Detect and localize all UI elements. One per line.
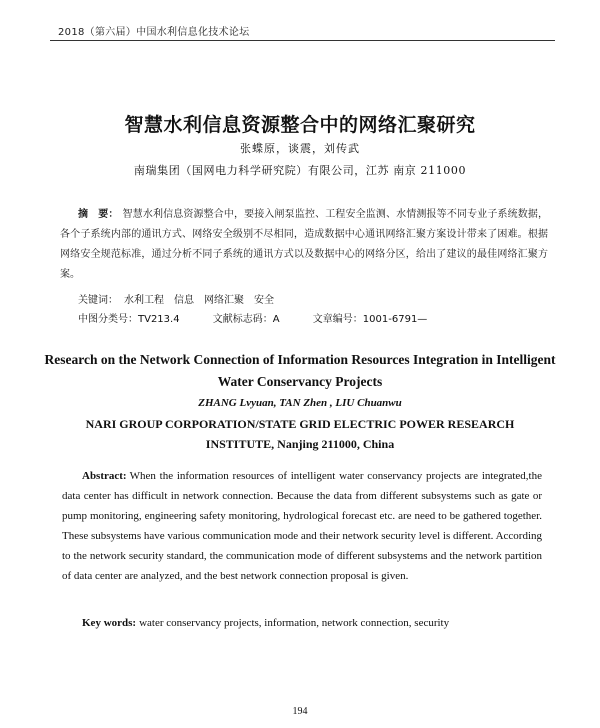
authors-chinese: 张蝶原，谈震，刘传武 [240, 142, 360, 155]
keywords-chinese [78, 291, 538, 306]
article-no-value: 1001-6791— [362, 314, 428, 325]
keywords-english-text: water conservancy projects, information, network connection, security [139, 617, 450, 629]
keywords-chinese-text: 水利工程 信息 网络汇聚 安全 [124, 295, 274, 306]
clc-label: 中图分类号： [78, 314, 138, 325]
abstract-chinese-text: 智慧水利信息资源整合中，要接入闸泵监控、工程安全监测、水情测报等不同专业子系统数据，各个子系统内部的通讯方式、网络安全级别不尽相同，造成数据中心通讯网络汇聚方案设计带来了困难。根据网络安全规范标准，通过分析不同子系统的通讯方式以及数据中心的网络分区，给出了建议的最佳网络汇聚方案。 [60, 209, 549, 280]
header-rule [50, 40, 555, 41]
keywords-english [82, 617, 542, 629]
clc-value: TV213.4 [138, 314, 180, 325]
abstract-english-label: Abstract: [82, 470, 127, 482]
abstract-english-text: When the information resources of intelligent water conservancy projects are integrated,the data center has difficult in network connection. Because the data from different subsystems such as gate or pump monitoring, engineering safety monitoring, hydrological forecast etc. are need to be gathered together. These subsystems have various communication mode and their network security level is different. According to the network security standard, the communication mode of different subsystems and the network partition of data center are analyzed, and the best network connection proposal is given. [62, 470, 543, 582]
classification-row [78, 310, 548, 325]
article-no-item [313, 314, 428, 325]
affiliation-english: NARI GROUP CORPORATION/STATE GRID ELECTRIC POWER RESEARCH INSTITUTE, Nanjing 211000, China [85, 417, 515, 451]
abstract-chinese [60, 205, 548, 285]
doc-code-label: 文献标志码： [212, 314, 273, 325]
title-chinese: 智慧水利信息资源整合中的网络汇聚研究 [124, 114, 476, 136]
doc-code-item [213, 314, 280, 325]
keywords-chinese-label: 关键词： [78, 295, 118, 306]
title-english: Research on the Network Connection of Information Resources Integration in Intelligent Water Conservancy Projects [44, 352, 556, 389]
running-header: 2018（第六届）中国水利信息化技术论坛 [58, 27, 250, 38]
keywords-english-label: Key words: [82, 617, 137, 629]
affiliation-chinese: 南瑞集团（国网电力科学研究院）有限公司，江苏 南京 211000 [133, 164, 467, 177]
doc-code-value: A [272, 314, 280, 325]
clc-item [78, 314, 180, 325]
authors-english: ZHANG Lvyuan, TAN Zhen , LIU Chuanwu [198, 397, 402, 409]
abstract-english [62, 466, 542, 586]
abstract-chinese-label: 摘 要： [78, 209, 119, 220]
page-number: 194 [292, 706, 308, 717]
article-no-label: 文章编号： [312, 314, 363, 325]
